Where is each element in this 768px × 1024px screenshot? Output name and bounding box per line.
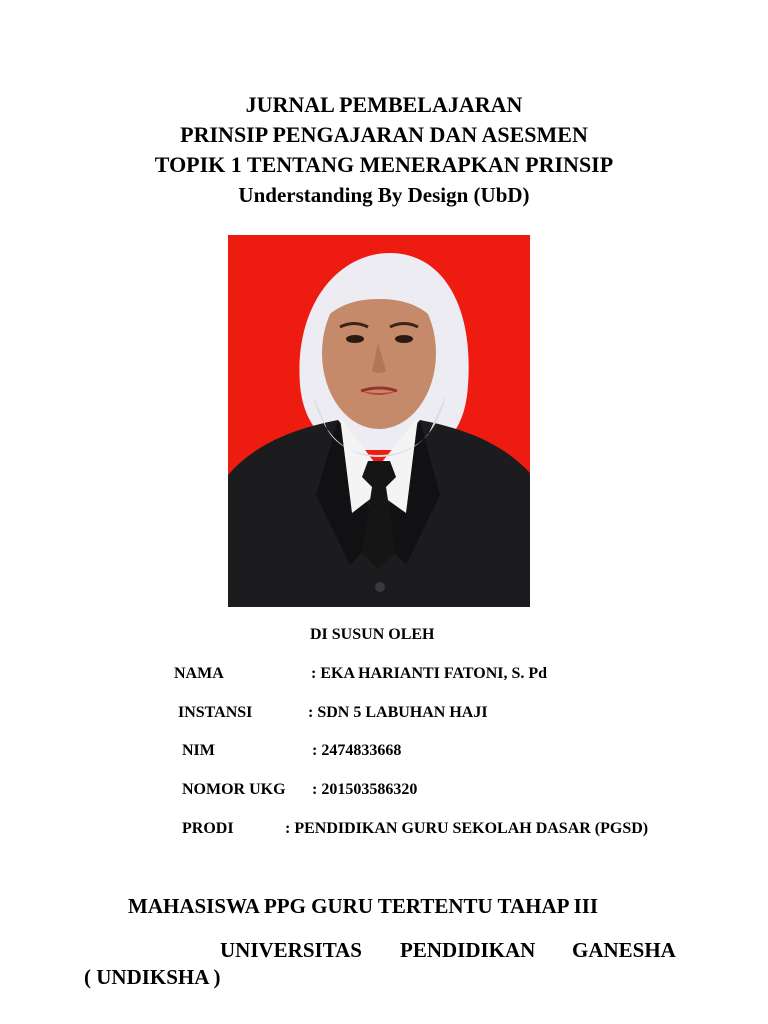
program-line: MAHASISWA PPG GURU TERTENTU TAHAP III [128,894,599,918]
title-line-4: Understanding By Design (UbD) [238,183,530,207]
university-word: UNIVERSITAS [220,938,362,962]
university-abbreviation: ( UNDIKSHA ) [84,965,221,989]
university-word: PENDIDIKAN [400,938,536,962]
university-word: GANESHA [572,938,676,962]
info-label: NOMOR UKG [182,781,286,798]
info-label: NAMA [174,665,224,682]
info-value: : EKA HARIANTI FATONI, S. Pd [311,665,548,682]
portrait-photo [228,235,530,607]
university-line [0,938,768,966]
info-label: PRODI [182,820,234,837]
info-value: : 201503586320 [312,781,418,798]
info-label: NIM [182,742,215,759]
title-line-2: PRINSIP PENGAJARAN DAN ASESMEN [180,122,588,147]
byline: DI SUSUN OLEH [310,626,435,643]
document-title [0,90,768,210]
info-value: : PENDIDIKAN GURU SEKOLAH DASAR (PGSD) [285,820,649,837]
title-line-1: JURNAL PEMBELAJARAN [245,92,523,117]
title-line-3: TOPIK 1 TENTANG MENERAPKAN PRINSIP [154,152,614,177]
info-value: : 2474833668 [312,742,402,759]
portrait-illustration [228,235,530,607]
info-label: INSTANSI [178,704,253,721]
info-value: : SDN 5 LABUHAN HAJI [308,704,488,721]
